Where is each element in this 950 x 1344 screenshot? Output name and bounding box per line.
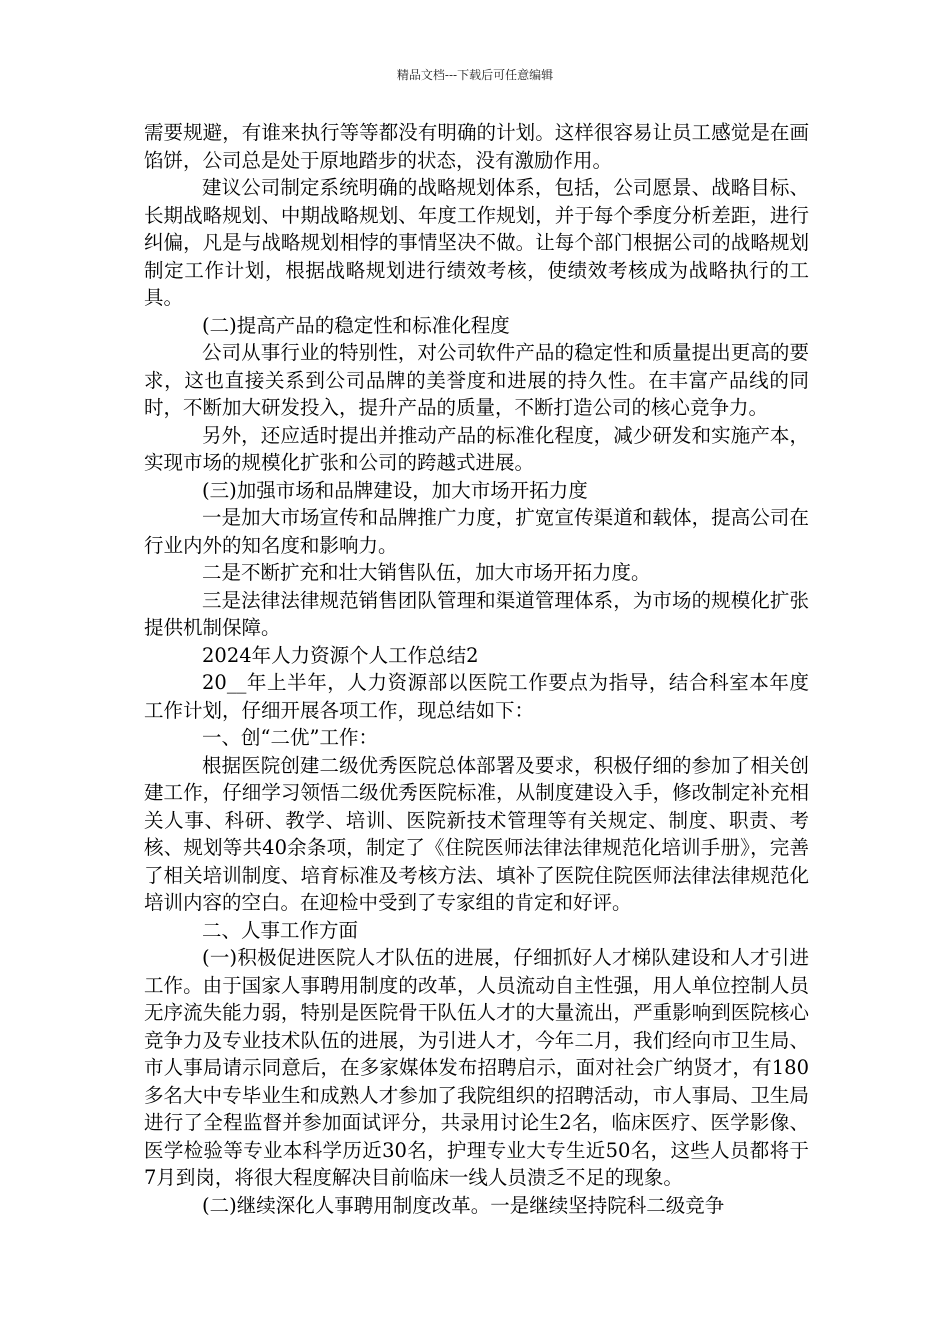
paragraph: (二)提高产品的稳定性和标准化程度: [202, 313, 510, 337]
paragraph: (三)加强市场和品牌建设，加大市场开拓力度: [202, 478, 588, 502]
page-header: 精品文档---下载后可任意编辑: [396, 68, 554, 82]
document-body: [144, 119, 809, 1219]
paragraph: 20__年上半年，人力资源部以医院工作要点为指导，结合科室本年度工作计划，仔细开展各项工作，现总结如下：: [144, 671, 809, 722]
paragraph: (二)继续深化人事聘用制度改革。一是继续坚持院科二级竞争: [202, 1193, 725, 1217]
paragraph: 2024年人力资源个人工作总结2: [202, 643, 479, 667]
paragraph: (一)积极促进医院人才队伍的进展，仔细抓好人才梯队建设和人才引进工作。由于国家人事聘用制度的改革，人员流动自主性强，用人单位控制人员无序流失能力弱，特别是医院骨干队伍人才的大量流出，严重影响到医院核心竞争力及专业技术队伍的进展，为引进人才，今年二月，我们经向市卫生局、市人事局请示同意后，在多家媒体发布招聘启示，面对社会广纳贤才，有180多名大中专毕业生和成熟人才参加了我院组织的招聘活动，市人事局、卫生局进行了全程监督并参加面试评分，共录用讨论生2名，临床医疗、医学影像、医学检验等专业本科学历近30名，护理专业大专生近50名，这些人员都将于7月到岗，将很大程度解决目前临床一线人员溃乏不足的现象。: [144, 946, 809, 1189]
paragraph: 公司从事行业的特别性，对公司软件产品的稳定性和质量提出更高的要求，这也直接关系到公司品牌的美誉度和进展的持久性。在丰富产品线的同时，不断加大研发投入，提升产品的质量，不断打造公司的核心竞争力。: [144, 341, 809, 419]
paragraph: 根据医院创建二级优秀医院总体部署及要求，积极仔细的参加了相关创建工作，仔细学习领悟二级优秀医院标准，从制度建设入手，修改制定补充相关人事、科研、教学、培训、医院新技术管理等有关规定、制度、职责、考核、规划等共40余条项，制定了《住院医师法律法律规范化培训手册》，完善了相关培训制度、培育标准及考核方法、填补了医院住院医师法律法律规范化培训内容的空白。在迎检中受到了专家组的肯定和好评。: [144, 753, 809, 914]
paragraph: 二是不断扩充和壮大销售队伍，加大市场开拓力度。: [202, 561, 651, 584]
paragraph: 建议公司制定系统明确的战略规划体系，包括，公司愿景、战略目标、长期战略规划、中期战略规划、年度工作规划，并于每个季度分析差距，进行纠偏，凡是与战略规划相悖的事情坚决不做。让每个部门根据公司的战略规划制定工作计划，根据战略规划进行绩效考核，使绩效考核成为战略执行的工具。: [144, 176, 809, 309]
paragraph: 一、创“二优”工作：: [202, 726, 378, 749]
paragraph: 三是法律法律规范销售团队管理和渠道管理体系，为市场的规模化扩张提供机制保障。: [144, 588, 809, 639]
paragraph: 另外，还应适时提出并推动产品的标准化程度，减少研发和实施产本，实现市场的规模化扩张和公司的跨越式进展。: [144, 423, 809, 474]
paragraph: 需要规避，有谁来执行等等都没有明确的计划。这样很容易让员工感觉是在画馅饼，公司总是处于原地踏步的状态，没有激励作用。: [144, 121, 809, 172]
paragraph: 二、人事工作方面: [202, 918, 359, 942]
paragraph: 一是加大市场宣传和品牌推广力度，扩宽宣传渠道和载体，提高公司在行业内外的知名度和影响力。: [144, 506, 809, 557]
